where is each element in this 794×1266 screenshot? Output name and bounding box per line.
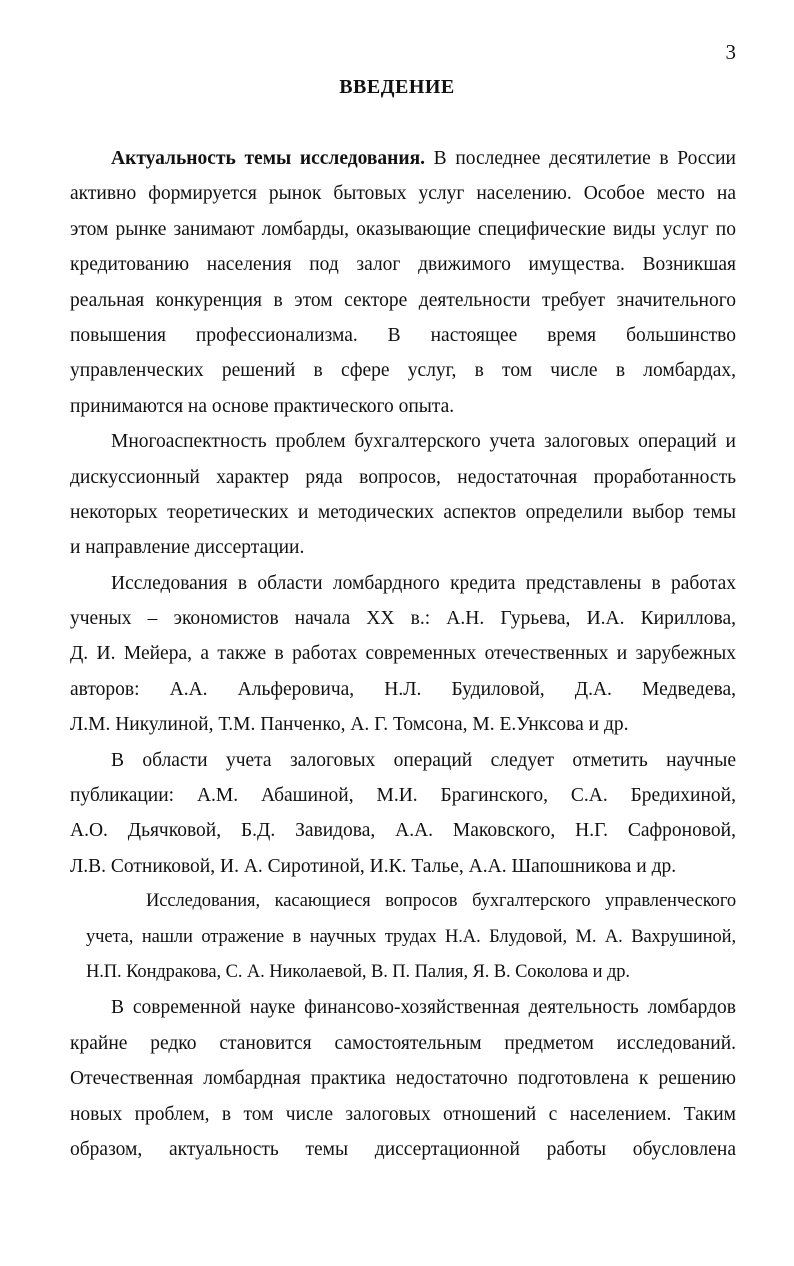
paragraph-line: авторов: А.А. Альферовича, Н.Л. Будиловой, Д.А. Медведева, xyxy=(70,678,736,700)
paragraph-line: Л.В. Сотниковой, И. А. Сиротиной, И.К. Талье, А.А. Шапошникова и др. xyxy=(70,855,677,877)
paragraph-line: учета, нашли отражение в научных трудах Н.А. Блудовой, М. А. Вахрушиной, xyxy=(86,926,736,947)
paragraph-line: дискуссионный характер ряда вопросов, недостаточная проработанность xyxy=(70,466,736,488)
document-body xyxy=(70,141,736,1167)
paragraph-line: некоторых теоретических и методических аспектов определили выбор темы xyxy=(70,501,736,523)
paragraph-line: В современной науке финансово-хозяйственная деятельность ломбардов xyxy=(111,997,736,1019)
paragraph-line: А.О. Дьячковой, Б.Д. Завидова, А.А. Маковского, Н.Г. Сафроновой, xyxy=(70,820,736,842)
paragraph-line: управленческих решений в сфере услуг, в том числе в ломбардах, xyxy=(70,360,736,382)
paragraph-line: Н.П. Кондракова, С. А. Николаевой, В. П. Палия, Я. В. Соколова и др. xyxy=(86,961,630,982)
paragraph-line: Многоаспектность проблем бухгалтерского учета залоговых операций и xyxy=(111,431,736,453)
paragraph-lead: Актуальность темы исследования. xyxy=(111,148,426,169)
paragraph-line: Д. И. Мейера, а также в работах современных отечественных и зарубежных xyxy=(70,643,736,665)
paragraph-text: В последнее десятилетие в России xyxy=(425,148,736,169)
paragraph-line: новых проблем, в том числе залоговых отношений с населением. Таким xyxy=(70,1103,736,1125)
paragraph-line: ученых – экономистов начала XX в.: А.Н. Гурьева, И.А. Кириллова, xyxy=(70,608,736,630)
paragraph-line: повышения профессионализма. В настоящее время большинство xyxy=(70,324,736,346)
paragraph-line: образом, актуальность темы диссертационной работы обусловлена xyxy=(70,1138,736,1160)
paragraph-line: публикации: А.М. Абашиной, М.И. Брагинского, С.А. Бредихиной, xyxy=(70,785,736,807)
paragraph-line: принимаются на основе практического опыта. xyxy=(70,395,455,417)
paragraph-line: В области учета залоговых операций следует отметить научные xyxy=(111,749,736,771)
paragraph-line: Л.М. Никулиной, Т.М. Панченко, А. Г. Томсона, М. Е.Унксова и др. xyxy=(70,714,629,736)
paragraph-line: реальная конкуренция в этом секторе деятельности требует значительного xyxy=(70,289,736,311)
paragraph-line: Исследования в области ломбардного кредита представлены в работах xyxy=(111,572,736,594)
paragraph-line: Исследования, касающиеся вопросов бухгалтерского управленческого xyxy=(146,891,736,912)
page-number: 3 xyxy=(725,40,736,64)
paragraph-line: Отечественная ломбардная практика недостаточно подготовлена к решению xyxy=(70,1068,736,1090)
paragraph-line: крайне редко становится самостоятельным предметом исследований. xyxy=(70,1032,736,1054)
page-title: ВВЕДЕНИЕ xyxy=(339,76,455,98)
paragraph-management-accounting xyxy=(70,884,736,990)
paragraph-relevance xyxy=(70,141,736,424)
paragraph-line: этом рынке занимают ломбарды, оказывающие специфические виды услуг по xyxy=(70,218,736,240)
paragraph-pawnshop-credit-research xyxy=(70,566,736,743)
paragraph-line: и направление диссертации. xyxy=(70,537,305,559)
paragraph-multiaspect xyxy=(70,424,736,566)
paragraph-line: активно формируется рынок бытовых услуг населению. Особое место на xyxy=(70,183,736,205)
paragraph-modern-science xyxy=(70,990,736,1167)
paragraph-line xyxy=(70,141,736,176)
paragraph-pledge-accounting xyxy=(70,743,736,885)
paragraph-line: кредитованию населения под залог движимого имущества. Возникшая xyxy=(70,254,736,276)
